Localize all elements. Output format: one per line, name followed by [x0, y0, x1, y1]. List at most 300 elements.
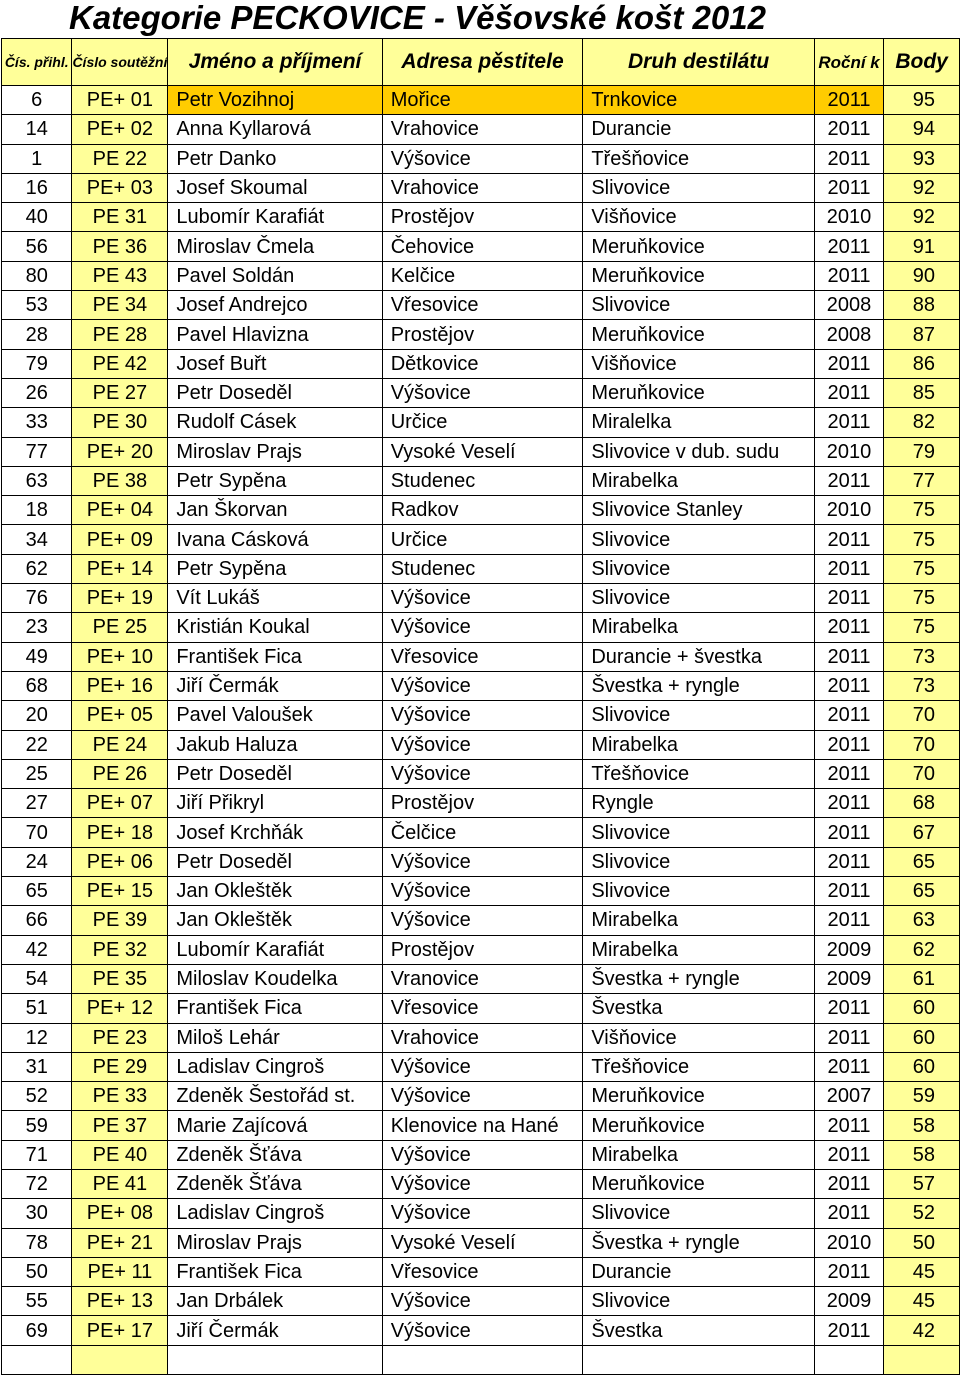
name-cell: Pavel Hlavizna — [168, 320, 382, 349]
name-cell: Jan Škorvan — [168, 496, 382, 525]
address-cell: Výšovice — [382, 701, 583, 730]
reg-cell: 72 — [2, 1169, 72, 1198]
name-cell: Anna Kyllarová — [168, 115, 382, 144]
kind-cell: Ryngle — [583, 789, 815, 818]
name-cell: Miloš Lehár — [168, 1023, 382, 1052]
kind-cell: Mirabelka — [583, 1140, 815, 1169]
name-cell: Pavel Soldán — [168, 261, 382, 290]
year-cell: 2011 — [814, 173, 883, 202]
address-cell: Klenovice na Hané — [382, 1111, 583, 1140]
kind-cell: Meruňkovice — [583, 1111, 815, 1140]
kind-cell: Trnkovice — [583, 86, 815, 115]
address-cell: Výšovice — [382, 759, 583, 788]
reg-cell: 31 — [2, 1052, 72, 1081]
table-row — [2, 1287, 960, 1316]
header-row — [2, 39, 960, 86]
year-cell: 2011 — [814, 642, 883, 671]
kind-cell: Miralelka — [583, 408, 815, 437]
reg-cell: 50 — [2, 1257, 72, 1286]
reg-cell: 42 — [2, 935, 72, 964]
name-cell: František Fica — [168, 642, 382, 671]
points-cell: 94 — [884, 115, 960, 144]
empty-cell — [72, 1345, 168, 1374]
points-cell: 77 — [884, 466, 960, 495]
table-row — [2, 378, 960, 407]
kind-cell: Slivovice — [583, 701, 815, 730]
name-cell: Miroslav Prajs — [168, 1228, 382, 1257]
empty-cell — [382, 1345, 583, 1374]
points-cell: 73 — [884, 642, 960, 671]
table-row — [2, 1228, 960, 1257]
empty-cell — [884, 1345, 960, 1374]
address-cell: Vranovice — [382, 964, 583, 993]
reg-cell: 30 — [2, 1199, 72, 1228]
reg-cell: 1 — [2, 144, 72, 173]
table-row — [2, 115, 960, 144]
table-row — [2, 877, 960, 906]
name-cell: Ivana Cásková — [168, 525, 382, 554]
kind-cell: Slivovice — [583, 291, 815, 320]
address-cell: Vřesovice — [382, 994, 583, 1023]
code-cell: PE 26 — [72, 759, 168, 788]
year-cell: 2007 — [814, 1082, 883, 1111]
year-cell: 2011 — [814, 701, 883, 730]
empty-row — [2, 1345, 960, 1374]
code-cell: PE 25 — [72, 613, 168, 642]
year-cell: 2011 — [814, 1199, 883, 1228]
points-cell: 58 — [884, 1140, 960, 1169]
code-cell: PE 41 — [72, 1169, 168, 1198]
code-cell: PE+ 02 — [72, 115, 168, 144]
points-cell: 52 — [884, 1199, 960, 1228]
table-body — [2, 86, 960, 1375]
table-row — [2, 730, 960, 759]
kind-cell: Mirabelka — [583, 613, 815, 642]
code-cell: PE+ 13 — [72, 1287, 168, 1316]
address-cell: Určice — [382, 408, 583, 437]
code-cell: PE 43 — [72, 261, 168, 290]
empty-cell — [814, 1345, 883, 1374]
code-cell: PE+ 10 — [72, 642, 168, 671]
points-cell: 62 — [884, 935, 960, 964]
kind-cell: Slivovice Stanley — [583, 496, 815, 525]
year-cell: 2011 — [814, 847, 883, 876]
code-cell: PE 30 — [72, 408, 168, 437]
code-cell: PE 39 — [72, 906, 168, 935]
address-cell: Vrahovice — [382, 173, 583, 202]
reg-cell: 51 — [2, 994, 72, 1023]
kind-cell: Višňovice — [583, 203, 815, 232]
name-cell: Zdeněk Šťáva — [168, 1140, 382, 1169]
name-cell: Petr Sypěna — [168, 466, 382, 495]
points-cell: 87 — [884, 320, 960, 349]
table-row — [2, 1140, 960, 1169]
kind-cell: Meruňkovice — [583, 232, 815, 261]
points-cell: 70 — [884, 759, 960, 788]
reg-cell: 79 — [2, 349, 72, 378]
address-cell: Vrahovice — [382, 115, 583, 144]
points-cell: 93 — [884, 144, 960, 173]
kind-cell: Durancie — [583, 115, 815, 144]
points-cell: 65 — [884, 847, 960, 876]
address-cell: Čelčice — [382, 818, 583, 847]
year-cell: 2011 — [814, 408, 883, 437]
points-cell: 57 — [884, 1169, 960, 1198]
table-row — [2, 1169, 960, 1198]
address-cell: Výšovice — [382, 1140, 583, 1169]
code-cell: PE+ 09 — [72, 525, 168, 554]
address-cell: Výšovice — [382, 1082, 583, 1111]
address-cell: Vřesovice — [382, 291, 583, 320]
year-cell: 2011 — [814, 86, 883, 115]
year-cell: 2011 — [814, 994, 883, 1023]
year-cell: 2011 — [814, 671, 883, 700]
year-cell: 2008 — [814, 291, 883, 320]
header-points: Body — [884, 39, 960, 86]
name-cell: Kristián Koukal — [168, 613, 382, 642]
points-cell: 75 — [884, 554, 960, 583]
table-row — [2, 701, 960, 730]
year-cell: 2010 — [814, 437, 883, 466]
code-cell: PE 38 — [72, 466, 168, 495]
address-cell: Mořice — [382, 86, 583, 115]
code-cell: PE 23 — [72, 1023, 168, 1052]
name-cell: Petr Vozihnoj — [168, 86, 382, 115]
year-cell: 2009 — [814, 964, 883, 993]
year-cell: 2011 — [814, 1316, 883, 1345]
name-cell: Jiří Čermák — [168, 671, 382, 700]
name-cell: František Fica — [168, 994, 382, 1023]
code-cell: PE 36 — [72, 232, 168, 261]
kind-cell: Slivovice — [583, 525, 815, 554]
year-cell: 2011 — [814, 759, 883, 788]
table-row — [2, 1257, 960, 1286]
name-cell: Jiří Čermák — [168, 1316, 382, 1345]
code-cell: PE+ 16 — [72, 671, 168, 700]
table-row — [2, 964, 960, 993]
address-cell: Výšovice — [382, 730, 583, 759]
points-cell: 75 — [884, 525, 960, 554]
year-cell: 2011 — [814, 1023, 883, 1052]
table-row — [2, 1199, 960, 1228]
name-cell: Jan Okleštěk — [168, 906, 382, 935]
reg-cell: 33 — [2, 408, 72, 437]
results-table — [1, 38, 960, 1375]
table-row — [2, 994, 960, 1023]
year-cell: 2011 — [814, 877, 883, 906]
code-cell: PE 22 — [72, 144, 168, 173]
points-cell: 50 — [884, 1228, 960, 1257]
reg-cell: 27 — [2, 789, 72, 818]
table-row — [2, 291, 960, 320]
kind-cell: Švestka + ryngle — [583, 964, 815, 993]
reg-cell: 25 — [2, 759, 72, 788]
year-cell: 2011 — [814, 232, 883, 261]
name-cell: Petr Sypěna — [168, 554, 382, 583]
kind-cell: Mirabelka — [583, 466, 815, 495]
code-cell: PE 29 — [72, 1052, 168, 1081]
address-cell: Výšovice — [382, 378, 583, 407]
name-cell: Josef Buřt — [168, 349, 382, 378]
empty-cell — [2, 1345, 72, 1374]
kind-cell: Višňovice — [583, 349, 815, 378]
kind-cell: Slivovice — [583, 554, 815, 583]
code-cell: PE+ 03 — [72, 173, 168, 202]
kind-cell: Švestka — [583, 1316, 815, 1345]
points-cell: 79 — [884, 437, 960, 466]
empty-cell — [168, 1345, 382, 1374]
kind-cell: Slivovice v dub. sudu — [583, 437, 815, 466]
reg-cell: 24 — [2, 847, 72, 876]
reg-cell: 18 — [2, 496, 72, 525]
reg-cell: 54 — [2, 964, 72, 993]
reg-cell: 55 — [2, 1287, 72, 1316]
name-cell: Jan Drbálek — [168, 1287, 382, 1316]
year-cell: 2011 — [814, 378, 883, 407]
points-cell: 90 — [884, 261, 960, 290]
name-cell: Jakub Haluza — [168, 730, 382, 759]
kind-cell: Slivovice — [583, 1199, 815, 1228]
address-cell: Prostějov — [382, 935, 583, 964]
year-cell: 2011 — [814, 730, 883, 759]
table-row — [2, 408, 960, 437]
table-row — [2, 1052, 960, 1081]
reg-cell: 66 — [2, 906, 72, 935]
points-cell: 68 — [884, 789, 960, 818]
reg-cell: 14 — [2, 115, 72, 144]
points-cell: 61 — [884, 964, 960, 993]
reg-cell: 34 — [2, 525, 72, 554]
address-cell: Výšovice — [382, 1316, 583, 1345]
reg-cell: 80 — [2, 261, 72, 290]
points-cell: 58 — [884, 1111, 960, 1140]
year-cell: 2011 — [814, 818, 883, 847]
points-cell: 75 — [884, 613, 960, 642]
year-cell: 2011 — [814, 613, 883, 642]
year-cell: 2011 — [814, 554, 883, 583]
table-row — [2, 525, 960, 554]
address-cell: Výšovice — [382, 847, 583, 876]
reg-cell: 22 — [2, 730, 72, 759]
reg-cell: 28 — [2, 320, 72, 349]
reg-cell: 40 — [2, 203, 72, 232]
name-cell: Ladislav Cingroš — [168, 1199, 382, 1228]
name-cell: Zdeněk Šťáva — [168, 1169, 382, 1198]
kind-cell: Meruňkovice — [583, 1082, 815, 1111]
kind-cell: Mirabelka — [583, 935, 815, 964]
year-cell: 2009 — [814, 1287, 883, 1316]
table-row — [2, 584, 960, 613]
year-cell: 2011 — [814, 906, 883, 935]
address-cell: Výšovice — [382, 1199, 583, 1228]
table-row — [2, 320, 960, 349]
table-row — [2, 203, 960, 232]
code-cell: PE 35 — [72, 964, 168, 993]
points-cell: 85 — [884, 378, 960, 407]
reg-cell: 62 — [2, 554, 72, 583]
points-cell: 45 — [884, 1257, 960, 1286]
name-cell: Miroslav Prajs — [168, 437, 382, 466]
name-cell: František Fica — [168, 1257, 382, 1286]
name-cell: Vít Lukáš — [168, 584, 382, 613]
points-cell: 92 — [884, 173, 960, 202]
kind-cell: Slivovice — [583, 818, 815, 847]
year-cell: 2011 — [814, 1052, 883, 1081]
year-cell: 2011 — [814, 525, 883, 554]
reg-cell: 6 — [2, 86, 72, 115]
name-cell: Petr Doseděl — [168, 759, 382, 788]
title-text: Kategorie PECKOVICE - Věšovské košt 2012 — [69, 0, 766, 36]
table-row — [2, 847, 960, 876]
points-cell: 92 — [884, 203, 960, 232]
name-cell: Josef Andrejco — [168, 291, 382, 320]
code-cell: PE+ 06 — [72, 847, 168, 876]
address-cell: Radkov — [382, 496, 583, 525]
name-cell: Marie Zajícová — [168, 1111, 382, 1140]
reg-cell: 68 — [2, 671, 72, 700]
table-row — [2, 818, 960, 847]
table-row — [2, 261, 960, 290]
reg-cell: 77 — [2, 437, 72, 466]
address-cell: Výšovice — [382, 584, 583, 613]
kind-cell: Slivovice — [583, 847, 815, 876]
reg-cell: 26 — [2, 378, 72, 407]
address-cell: Vysoké Veselí — [382, 1228, 583, 1257]
code-cell: PE+ 20 — [72, 437, 168, 466]
code-cell: PE+ 04 — [72, 496, 168, 525]
code-cell: PE 31 — [72, 203, 168, 232]
kind-cell: Slivovice — [583, 584, 815, 613]
kind-cell: Třešňovice — [583, 144, 815, 173]
year-cell: 2011 — [814, 1111, 883, 1140]
address-cell: Vrahovice — [382, 1023, 583, 1052]
code-cell: PE 34 — [72, 291, 168, 320]
address-cell: Vysoké Veselí — [382, 437, 583, 466]
points-cell: 88 — [884, 291, 960, 320]
address-cell: Kelčice — [382, 261, 583, 290]
header-year: Roční k — [814, 39, 883, 86]
year-cell: 2011 — [814, 261, 883, 290]
address-cell: Výšovice — [382, 877, 583, 906]
code-cell: PE 24 — [72, 730, 168, 759]
address-cell: Vřesovice — [382, 642, 583, 671]
address-cell: Výšovice — [382, 613, 583, 642]
table-row — [2, 759, 960, 788]
kind-cell: Durancie — [583, 1257, 815, 1286]
year-cell: 2010 — [814, 496, 883, 525]
name-cell: Rudolf Cásek — [168, 408, 382, 437]
code-cell: PE+ 15 — [72, 877, 168, 906]
reg-cell: 52 — [2, 1082, 72, 1111]
year-cell: 2011 — [814, 1257, 883, 1286]
code-cell: PE+ 21 — [72, 1228, 168, 1257]
name-cell: Jan Okleštěk — [168, 877, 382, 906]
table-row — [2, 935, 960, 964]
address-cell: Výšovice — [382, 1169, 583, 1198]
year-cell: 2010 — [814, 1228, 883, 1257]
kind-cell: Višňovice — [583, 1023, 815, 1052]
kind-cell: Mirabelka — [583, 906, 815, 935]
address-cell: Čehovice — [382, 232, 583, 261]
points-cell: 45 — [884, 1287, 960, 1316]
code-cell: PE+ 12 — [72, 994, 168, 1023]
name-cell: Lubomír Karafiát — [168, 203, 382, 232]
kind-cell: Švestka + ryngle — [583, 1228, 815, 1257]
address-cell: Vřesovice — [382, 1257, 583, 1286]
code-cell: PE+ 01 — [72, 86, 168, 115]
table-row — [2, 1316, 960, 1345]
year-cell: 2011 — [814, 584, 883, 613]
name-cell: Josef Krchňák — [168, 818, 382, 847]
code-cell: PE 37 — [72, 1111, 168, 1140]
document-title — [0, 0, 960, 38]
reg-cell: 63 — [2, 466, 72, 495]
year-cell: 2011 — [814, 1140, 883, 1169]
kind-cell: Durancie + švestka — [583, 642, 815, 671]
address-cell: Prostějov — [382, 789, 583, 818]
table-row — [2, 671, 960, 700]
code-cell: PE+ 08 — [72, 1199, 168, 1228]
table-row — [2, 496, 960, 525]
year-cell: 2011 — [814, 466, 883, 495]
kind-cell: Třešňovice — [583, 1052, 815, 1081]
reg-cell: 59 — [2, 1111, 72, 1140]
table-row — [2, 1111, 960, 1140]
empty-cell — [583, 1345, 815, 1374]
points-cell: 60 — [884, 1023, 960, 1052]
reg-cell: 56 — [2, 232, 72, 261]
header-kind: Druh destilátu — [583, 39, 815, 86]
address-cell: Dětkovice — [382, 349, 583, 378]
kind-cell: Meruňkovice — [583, 378, 815, 407]
name-cell: Petr Danko — [168, 144, 382, 173]
kind-cell: Švestka + ryngle — [583, 671, 815, 700]
points-cell: 75 — [884, 584, 960, 613]
year-cell: 2011 — [814, 349, 883, 378]
table-row — [2, 144, 960, 173]
table-row — [2, 1023, 960, 1052]
table-row — [2, 466, 960, 495]
code-cell: PE+ 18 — [72, 818, 168, 847]
table-row — [2, 349, 960, 378]
reg-cell: 71 — [2, 1140, 72, 1169]
table-row — [2, 1082, 960, 1111]
address-cell: Studenec — [382, 466, 583, 495]
header-reg-no: Čís. přihl. — [2, 39, 72, 86]
points-cell: 65 — [884, 877, 960, 906]
points-cell: 67 — [884, 818, 960, 847]
name-cell: Zdeněk Šestořád st. — [168, 1082, 382, 1111]
points-cell: 42 — [884, 1316, 960, 1345]
kind-cell: Slivovice — [583, 173, 815, 202]
kind-cell: Třešňovice — [583, 759, 815, 788]
points-cell: 63 — [884, 906, 960, 935]
kind-cell: Slivovice — [583, 877, 815, 906]
table-row — [2, 437, 960, 466]
points-cell: 59 — [884, 1082, 960, 1111]
code-cell: PE+ 19 — [72, 584, 168, 613]
table-row — [2, 173, 960, 202]
table-row — [2, 613, 960, 642]
points-cell: 70 — [884, 701, 960, 730]
points-cell: 95 — [884, 86, 960, 115]
table-row — [2, 906, 960, 935]
code-cell: PE+ 05 — [72, 701, 168, 730]
header-address: Adresa pěstitele — [382, 39, 583, 86]
reg-cell: 53 — [2, 291, 72, 320]
name-cell: Miroslav Čmela — [168, 232, 382, 261]
year-cell: 2011 — [814, 1169, 883, 1198]
